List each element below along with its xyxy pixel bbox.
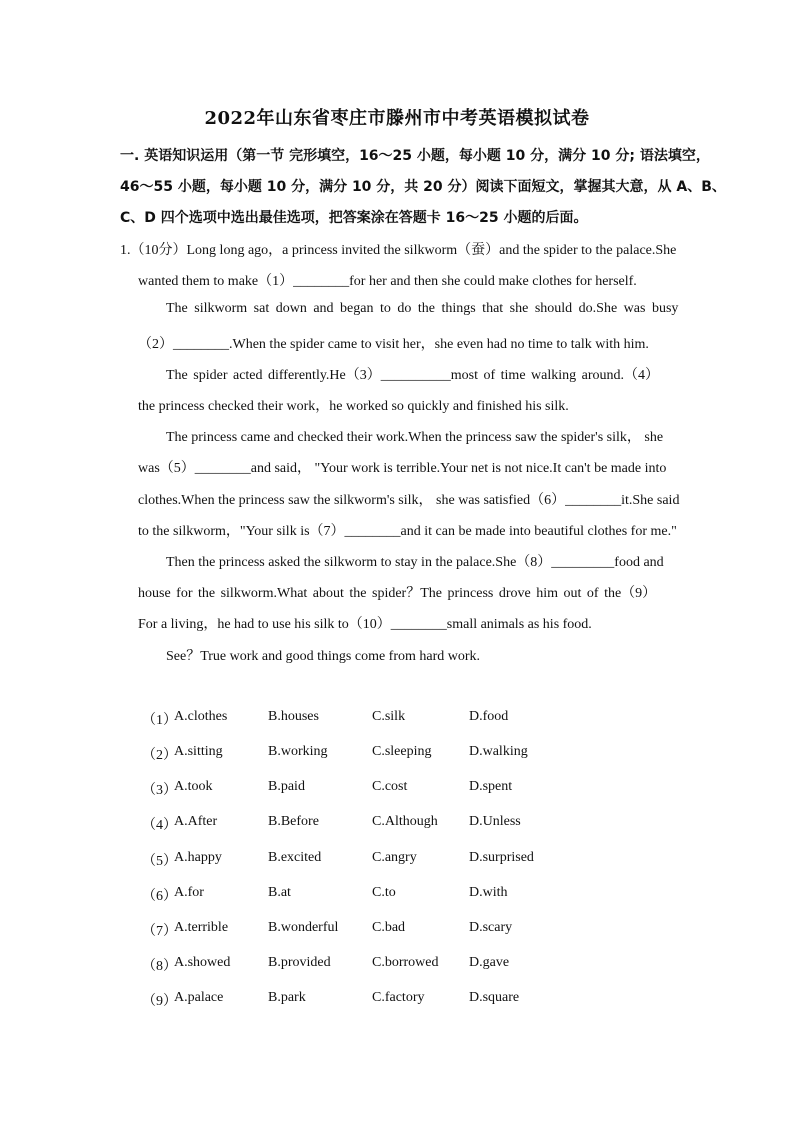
section-header-line-1: 一. 英语知识运用（第一节 完形填空，16～25 小题，每小题 10 分，满分 10 分; 语法填空，	[120, 148, 710, 164]
option-b[interactable]: B.working	[268, 744, 328, 759]
question-number: （8）	[142, 959, 177, 974]
section-header-line-3: C、D 四个选项中选出最佳选项，把答案涂在答题卡 16～25 小题的后面。	[120, 210, 588, 226]
page-title: 2022年山东省枣庄市滕州市中考英语模拟试卷	[204, 108, 590, 129]
passage-line: 1.（10分）Long long ago，a princess invited the silkworm（蚕）and the spider to the palace.She	[120, 243, 677, 258]
option-a[interactable]: A.showed	[174, 955, 231, 970]
option-a[interactable]: A.happy	[174, 850, 222, 865]
question-number: （7）	[142, 924, 177, 939]
passage-line: to the silkworm，"Your silk is（7）________and it can be made into beautiful clothes for me."	[138, 524, 677, 539]
question-number: （6）	[142, 889, 177, 904]
question-number: （3）	[142, 783, 177, 798]
option-b[interactable]: B.Before	[268, 814, 319, 829]
option-c[interactable]: C.to	[372, 885, 396, 900]
option-d[interactable]: D.with	[469, 885, 508, 900]
option-c[interactable]: C.sleeping	[372, 744, 432, 759]
option-d[interactable]: D.surprised	[469, 850, 534, 865]
option-b[interactable]: B.wonderful	[268, 920, 339, 935]
option-d[interactable]: D.spent	[469, 779, 513, 794]
option-c[interactable]: C.angry	[372, 850, 417, 865]
option-a[interactable]: A.clothes	[174, 709, 228, 724]
question-number: （2）	[142, 748, 177, 763]
option-c[interactable]: C.cost	[372, 779, 408, 794]
passage-line: Then the princess asked the silkworm to stay in the palace.She（8）_________food and	[166, 555, 664, 570]
passage-line: house for the silkworm.What about the spider？The princess drove him out of the（9）	[138, 586, 657, 601]
option-b[interactable]: B.houses	[268, 709, 319, 724]
option-b[interactable]: B.paid	[268, 779, 305, 794]
question-number: （1）	[142, 713, 177, 728]
passage-line: （2）________.When the spider came to visit her，she even had no time to talk with him.	[138, 337, 649, 352]
passage-line: clothes.When the princess saw the silkworm's silk， she was satisfied（6）________it.She said	[138, 493, 680, 508]
option-a[interactable]: A.took	[174, 779, 213, 794]
question-number: （4）	[142, 818, 177, 833]
passage-line: The princess came and checked their work.When the princess saw the spider's silk， she	[166, 430, 664, 445]
passage-line: wanted them to make（1）________for her and then she could make clothes for herself.	[138, 274, 637, 289]
option-a[interactable]: A.terrible	[174, 920, 229, 935]
option-d[interactable]: D.Unless	[469, 814, 521, 829]
passage-line: was（5）________and said， "Your work is terrible.Your net is not nice.It can't be made into	[138, 461, 667, 476]
option-c[interactable]: C.silk	[372, 709, 406, 724]
option-a[interactable]: A.sitting	[174, 744, 223, 759]
option-c[interactable]: C.bad	[372, 920, 406, 935]
option-b[interactable]: B.at	[268, 885, 291, 900]
question-number: （9）	[142, 994, 177, 1009]
option-b[interactable]: B.provided	[268, 955, 331, 970]
option-a[interactable]: A.palace	[174, 990, 224, 1005]
option-c[interactable]: C.borrowed	[372, 955, 439, 970]
option-d[interactable]: D.walking	[469, 744, 528, 759]
option-a[interactable]: A.After	[174, 814, 218, 829]
option-b[interactable]: B.park	[268, 990, 306, 1005]
passage-line: See？True work and good things come from hard work.	[166, 649, 481, 664]
passage-line: The silkworm sat down and began to do the things that she should do.She was busy	[166, 301, 679, 316]
option-a[interactable]: A.for	[174, 885, 204, 900]
section-header-line-2: 46～55 小题，每小题 10 分，满分 10 分，共 20 分）阅读下面短文，掌握其大意，从 A、B、	[120, 179, 726, 195]
option-c[interactable]: C.Although	[372, 814, 438, 829]
passage-line: For a living，he had to use his silk to（10）________small animals as his food.	[138, 617, 592, 632]
option-d[interactable]: D.square	[469, 990, 520, 1005]
option-d[interactable]: D.scary	[469, 920, 513, 935]
option-d[interactable]: D.gave	[469, 955, 510, 970]
option-d[interactable]: D.food	[469, 709, 509, 724]
option-b[interactable]: B.excited	[268, 850, 322, 865]
passage-line: The spider acted differently.He（3）__________most of time walking around.（4）	[166, 368, 660, 383]
question-number: （5）	[142, 854, 177, 869]
passage-line: the princess checked their work，he worked so quickly and finished his silk.	[138, 399, 569, 414]
option-c[interactable]: C.factory	[372, 990, 425, 1005]
